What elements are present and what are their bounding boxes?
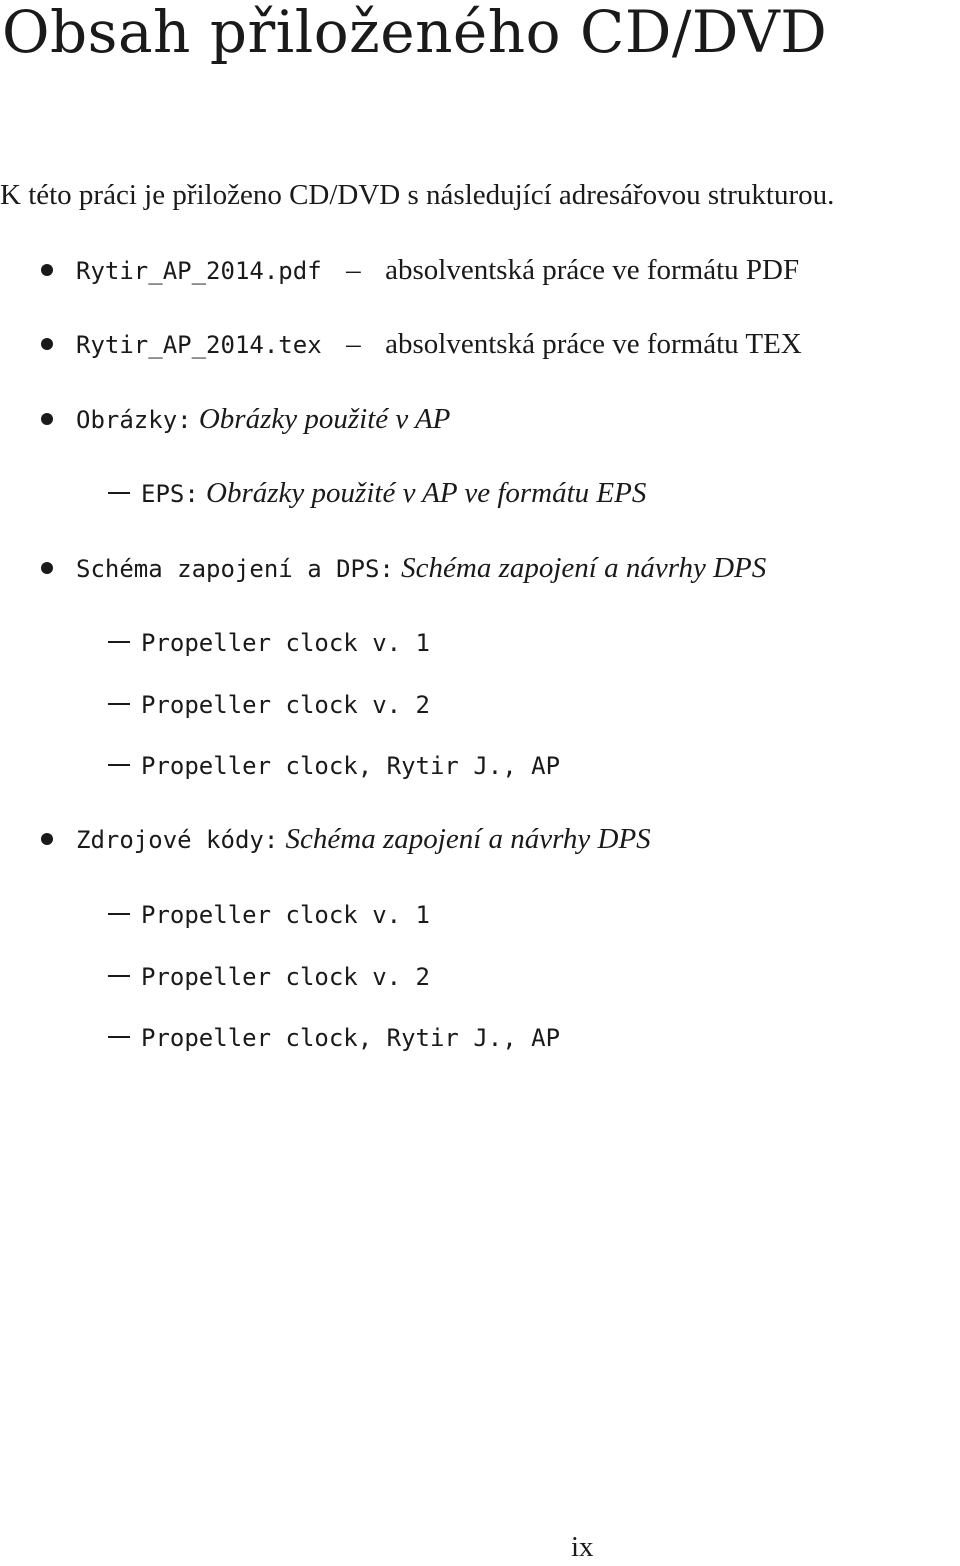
bullet-icon: [41, 413, 53, 425]
sub-list-item: [141, 956, 430, 996]
folder-description: Obrázky použité v AP: [198, 403, 451, 435]
folder-name: Obrázky:: [76, 406, 192, 434]
folder-description: Obrázky použité v AP ve formátu EPS: [206, 477, 647, 509]
intro-paragraph: K této práci je přiloženo CD/DVD s následující adresářovou strukturou.: [0, 179, 835, 211]
folder-name: Propeller clock, Rytir J., AP: [141, 1024, 561, 1052]
list-item-pdf: [76, 250, 799, 290]
list-item-zdrojove-kody: [76, 819, 651, 859]
folder-name: EPS:: [141, 480, 199, 508]
file-name: Rytir_AP_2014.tex: [76, 331, 322, 359]
list-item-tex: [76, 324, 802, 364]
separator-dash: –: [346, 328, 361, 360]
folder-description: Schéma zapojení a návrhy DPS: [285, 823, 651, 855]
page-title: Obsah přiloženého CD/DVD: [2, 0, 828, 66]
folder-name: Schéma zapojení a DPS:: [76, 555, 394, 583]
folder-name: Propeller clock, Rytir J., AP: [141, 752, 561, 780]
sub-list-item-eps: [141, 473, 646, 513]
dash-icon: [108, 641, 130, 643]
file-description: absolventská práce ve formátu TEX: [385, 328, 802, 360]
bullet-icon: [41, 264, 53, 276]
dash-icon: [108, 492, 130, 494]
folder-name: Propeller clock v. 1: [141, 901, 430, 929]
folder-name: Propeller clock v. 2: [141, 691, 430, 719]
separator-dash: –: [346, 254, 361, 286]
sub-list-item: [141, 894, 430, 934]
sub-list-item: [141, 622, 430, 662]
bullet-icon: [41, 338, 53, 350]
folder-name: Zdrojové kódy:: [76, 826, 279, 854]
sub-list-item: [141, 684, 430, 724]
dash-icon: [108, 913, 130, 915]
dash-icon: [108, 1036, 130, 1038]
file-description: absolventská práce ve formátu PDF: [385, 254, 800, 286]
file-name: Rytir_AP_2014.pdf: [76, 257, 322, 285]
folder-description: Schéma zapojení a návrhy DPS: [401, 552, 767, 584]
list-item-schema: [76, 548, 766, 588]
dash-icon: [108, 703, 130, 705]
list-item-obrazky: [76, 399, 450, 439]
folder-name: Propeller clock v. 2: [141, 963, 430, 991]
bullet-icon: [41, 833, 53, 845]
folder-name: Propeller clock v. 1: [141, 629, 430, 657]
sub-list-item: [141, 1017, 560, 1057]
dash-icon: [108, 975, 130, 977]
sub-list-item: [141, 745, 560, 785]
bullet-icon: [41, 562, 53, 574]
dash-icon: [108, 764, 130, 766]
page-number: ix: [571, 1531, 594, 1563]
